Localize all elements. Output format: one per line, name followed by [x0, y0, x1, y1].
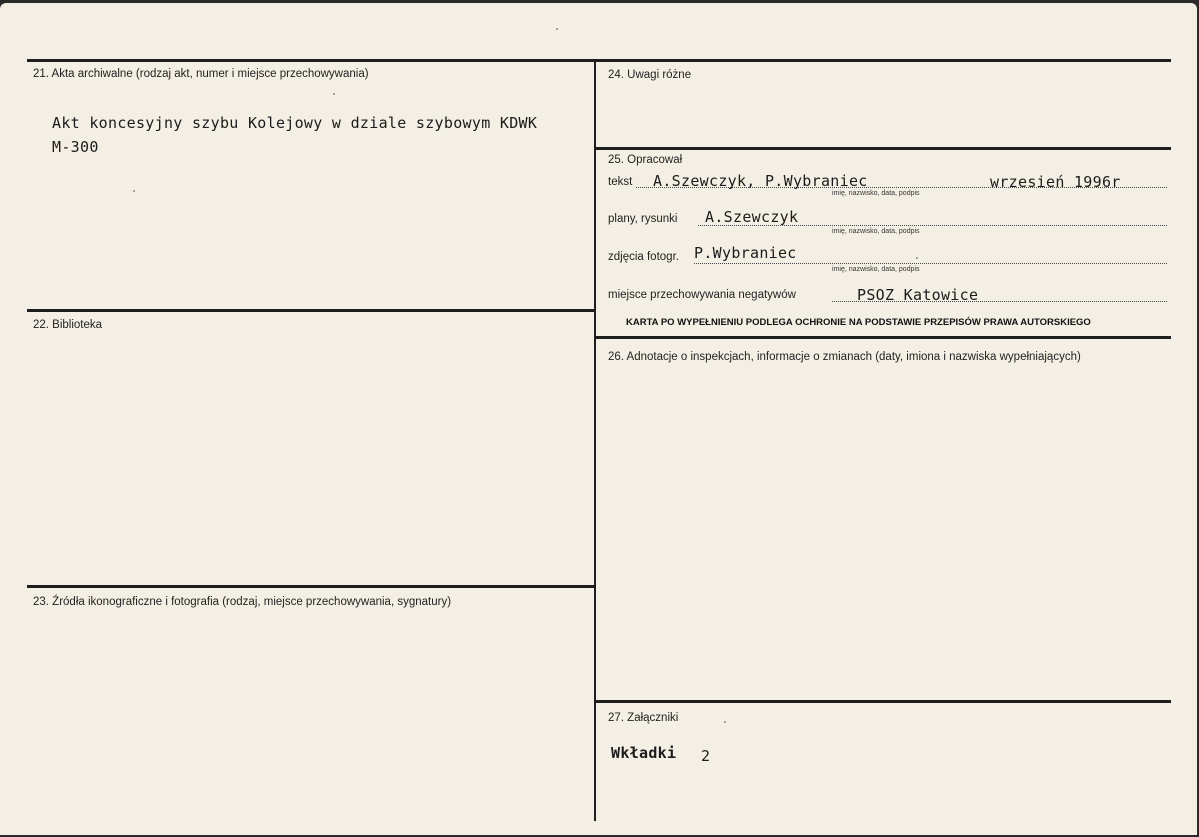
top-border-line: [27, 59, 1171, 62]
divider-26-27: [595, 700, 1171, 703]
attachments-value: Wkładki: [611, 744, 677, 762]
section-24-label: 24. Uwagi różne: [608, 69, 692, 81]
zdjecia-label: zdjęcia fotogr.: [608, 251, 679, 263]
section-26-label: 26. Adnotacje o inspekcjach, informacje o zmianach (daty, imiona i nazwiska wypełniających): [608, 351, 1081, 363]
plany-caption: imię, nazwisko, data, podpis: [832, 228, 920, 235]
zdjecia-dotted-line: [694, 263, 1167, 264]
tekst-date-value: wrzesień 1996r: [990, 173, 1121, 191]
tekst-author-value: A.Szewczyk, P.Wybraniec: [653, 172, 868, 190]
plany-label: plany, rysunki: [608, 213, 678, 225]
plany-value: A.Szewczyk: [705, 208, 799, 226]
paper-speck: [556, 28, 558, 30]
section-25-label: 25. Opracował: [608, 154, 683, 166]
negatywy-label: miejsce przechowywania negatywów: [608, 289, 796, 301]
zdjecia-value: P.Wybraniec: [694, 244, 797, 262]
divider-21-22: [27, 309, 595, 312]
section-23-label: 23. Źródła ikonograficzne i fotografia (rodzaj, miejsce przechowywania, sygnatury): [33, 596, 452, 608]
copyright-notice: KARTA PO WYPEŁNIENIU PODLEGA OCHRONIE NA PODSTAWIE PRZEPISÓW PRAWA AUTORSKIEGO: [626, 317, 1091, 328]
divider-25-26: [595, 336, 1171, 339]
divider-24-25: [595, 147, 1171, 150]
section-27-label: 27. Załączniki: [608, 712, 679, 724]
section-21-text-line1: Akt koncesyjny szybu Kolejowy w dziale szybowym KDWK: [52, 114, 538, 132]
tekst-label: tekst: [608, 176, 633, 188]
section-21-label: 21. Akta archiwalne (rodzaj akt, numer i miejsce przechowywania): [33, 68, 369, 80]
paper-speck: [133, 190, 135, 192]
paper-speck: [916, 257, 918, 259]
center-divider: [594, 59, 596, 821]
section-21-text-line2: M-300: [52, 138, 99, 156]
paper-speck: [724, 721, 726, 723]
divider-22-23: [27, 585, 595, 588]
section-22-label: 22. Biblioteka: [33, 319, 103, 331]
negatywy-value: PSOZ Katowice: [857, 286, 979, 304]
paper-speck: [333, 93, 335, 95]
zdjecia-caption: imię, nazwisko, data, podpis: [832, 266, 920, 273]
attachments-count: 2: [701, 747, 711, 765]
record-card: [0, 3, 1197, 835]
tekst-caption: imię, nazwisko, data, podpis: [832, 190, 920, 197]
